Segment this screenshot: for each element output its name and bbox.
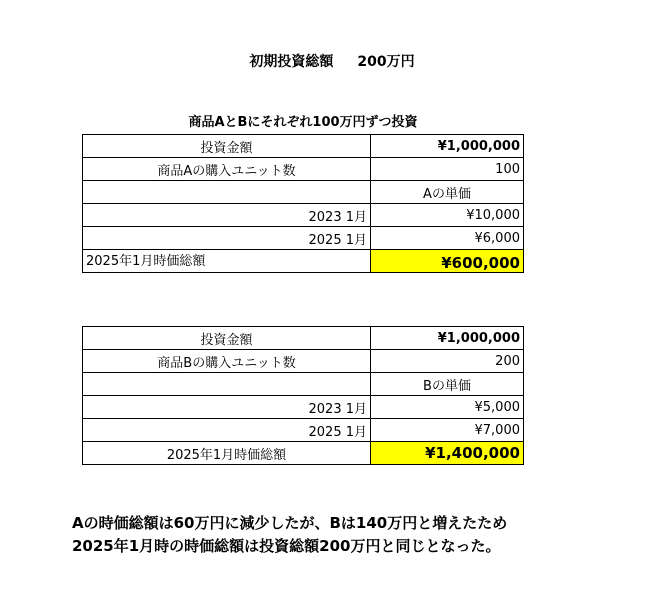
units-label: 商品Aの購入ユニット数 bbox=[83, 158, 371, 181]
investment-value: ¥1,000,000 bbox=[371, 135, 524, 158]
table-row bbox=[83, 350, 524, 373]
price-date: 2025 1月 bbox=[83, 419, 371, 442]
table-row bbox=[83, 181, 524, 204]
table-row bbox=[83, 227, 524, 250]
price-value: ¥10,000 bbox=[371, 204, 524, 227]
total-value: ¥1,400,000 bbox=[371, 442, 524, 465]
product-a-table bbox=[82, 134, 524, 273]
price-value: ¥7,000 bbox=[371, 419, 524, 442]
table-row bbox=[83, 250, 524, 273]
units-value: 200 bbox=[371, 350, 524, 373]
subtitle: 商品AとBにそれぞれ100万円ずつ投資 bbox=[188, 115, 418, 130]
title-amount: 200万円 bbox=[357, 54, 415, 70]
conclusion-line-2: 2025年1月時の時価総額は投資総額200万円と同じとなった。 bbox=[72, 537, 501, 555]
total-value: ¥600,000 bbox=[371, 250, 524, 273]
empty-cell bbox=[83, 373, 371, 396]
table-row bbox=[83, 419, 524, 442]
investment-label: 投資金額 bbox=[83, 327, 371, 350]
total-label: 2025年1月時価総額 bbox=[83, 442, 371, 465]
unit-price-header: Bの単価 bbox=[371, 373, 524, 396]
price-value: ¥6,000 bbox=[371, 227, 524, 250]
empty-cell bbox=[83, 181, 371, 204]
price-value: ¥5,000 bbox=[371, 396, 524, 419]
price-date: 2025 1月 bbox=[83, 227, 371, 250]
table-row bbox=[83, 135, 524, 158]
total-label: 2025年1月時価総額 bbox=[83, 250, 371, 273]
table-row bbox=[83, 158, 524, 181]
investment-label: 投資金額 bbox=[83, 135, 371, 158]
table-row bbox=[83, 327, 524, 350]
price-date: 2023 1月 bbox=[83, 396, 371, 419]
table-row bbox=[83, 204, 524, 227]
units-value: 100 bbox=[371, 158, 524, 181]
unit-price-header: Aの単価 bbox=[371, 181, 524, 204]
conclusion-text bbox=[72, 512, 657, 558]
title-main: 初期投資総額 bbox=[249, 54, 334, 70]
conclusion-line-1: Aの時価総額は60万円に減少したが、Bは140万円と増えたため bbox=[72, 514, 508, 532]
table-row bbox=[83, 442, 524, 465]
table-row bbox=[83, 396, 524, 419]
page-title bbox=[0, 51, 664, 71]
product-b-table bbox=[82, 326, 524, 465]
investment-value: ¥1,000,000 bbox=[371, 327, 524, 350]
units-label: 商品Bの購入ユニット数 bbox=[83, 350, 371, 373]
table-row bbox=[83, 373, 524, 396]
price-date: 2023 1月 bbox=[83, 204, 371, 227]
